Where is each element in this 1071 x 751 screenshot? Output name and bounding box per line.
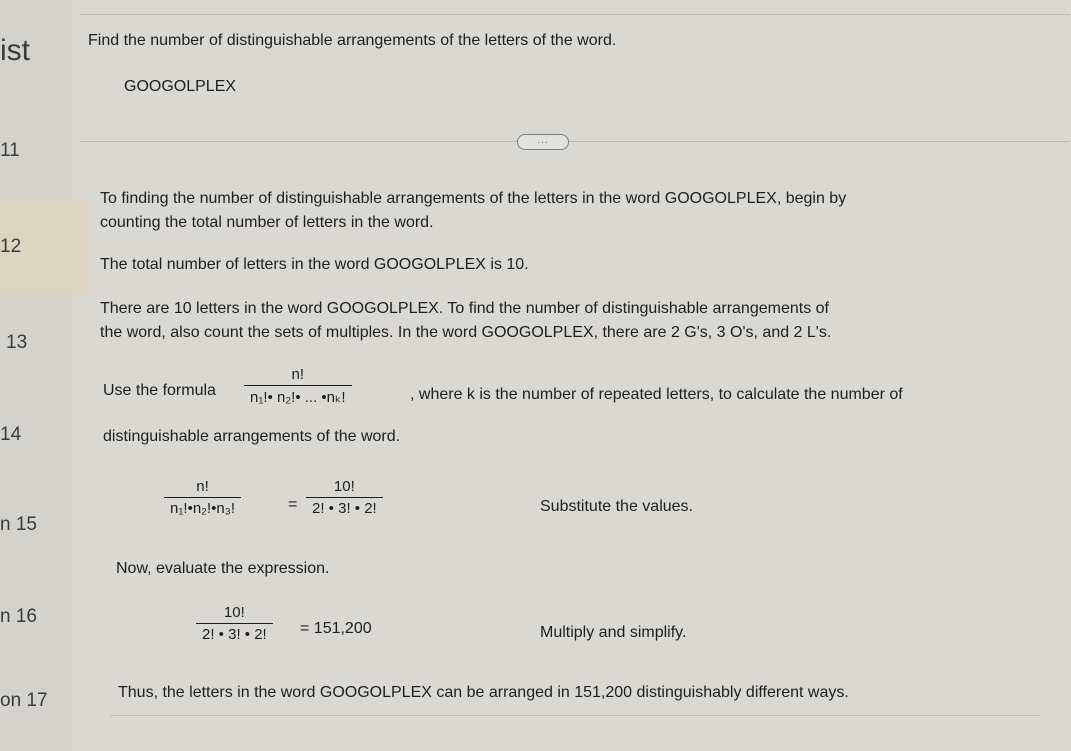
substitution-note: Substitute the values. bbox=[540, 498, 693, 515]
top-divider bbox=[80, 14, 1070, 15]
question-prompt: Find the number of distinguishable arrangements of the letters of the word. bbox=[88, 32, 617, 49]
solution-divider bbox=[80, 141, 1070, 142]
evaluation-numerator: 10! bbox=[223, 604, 245, 621]
substitution-equals: = bbox=[288, 496, 298, 513]
conclusion-text: Thus, the letters in the word GOOGOLPLEX can be arranged in 151,200 distinguishably different ways. bbox=[118, 684, 849, 701]
substitution-right-denominator: 2! • 3! • 2! bbox=[306, 497, 383, 517]
general-formula-numerator: n! bbox=[291, 366, 305, 383]
question-word: GOOGOLPLEX bbox=[124, 78, 237, 95]
sidebar-item-14[interactable]: 14 bbox=[0, 424, 22, 445]
bottom-divider bbox=[110, 715, 1040, 716]
sidebar-item-11[interactable]: 11 bbox=[0, 140, 20, 161]
substitution-left-numerator: n! bbox=[196, 478, 209, 495]
general-formula bbox=[244, 366, 352, 406]
substitution-left-denominator: n₁!•n₂!•n₃! bbox=[164, 497, 241, 517]
intro-line-2: counting the total number of letters in the word. bbox=[100, 214, 434, 231]
expand-solution-button[interactable]: ... bbox=[517, 134, 569, 150]
evaluate-text: Now, evaluate the expression. bbox=[116, 560, 330, 577]
sidebar-item-16[interactable]: n 16 bbox=[0, 606, 37, 627]
question-list-sidebar bbox=[0, 0, 72, 751]
formula-intro: Use the formula bbox=[103, 382, 216, 399]
sidebar-title: ist bbox=[0, 34, 30, 67]
general-formula-denominator: n₁!• n₂!• ... •nₖ! bbox=[244, 385, 352, 406]
formula-explanation: , where k is the number of repeated letters, to calculate the number of bbox=[410, 386, 903, 403]
formula-line-2: distinguishable arrangements of the word. bbox=[103, 428, 401, 445]
substitution-left-fraction bbox=[164, 478, 241, 517]
multiples-line-2: the word, also count the sets of multiples. In the word GOOGOLPLEX, there are 2 G's, 3 O's, and 2 L's. bbox=[100, 324, 832, 341]
evaluation-note: Multiply and simplify. bbox=[540, 624, 687, 641]
evaluation-denominator: 2! • 3! • 2! bbox=[196, 623, 273, 643]
evaluation-fraction bbox=[196, 604, 273, 643]
substitution-right-fraction bbox=[306, 478, 383, 517]
multiples-line-1: There are 10 letters in the word GOOGOLPLEX. To find the number of distinguishable arrangements of bbox=[100, 300, 829, 317]
substitution-right-numerator: 10! bbox=[333, 478, 355, 495]
evaluation-result: = 151,200 bbox=[300, 620, 372, 637]
total-letters-text: The total number of letters in the word GOOGOLPLEX is 10. bbox=[100, 256, 529, 273]
sidebar-item-17[interactable]: on 17 bbox=[0, 690, 48, 711]
sidebar-item-13[interactable]: 13 bbox=[6, 332, 28, 353]
sidebar-item-15[interactable]: n 15 bbox=[0, 514, 37, 535]
sidebar-item-12[interactable]: 12 bbox=[0, 236, 22, 257]
intro-line-1: To finding the number of distinguishable arrangements of the letters in the word GOOGOLPLEX, begin by bbox=[100, 190, 847, 207]
